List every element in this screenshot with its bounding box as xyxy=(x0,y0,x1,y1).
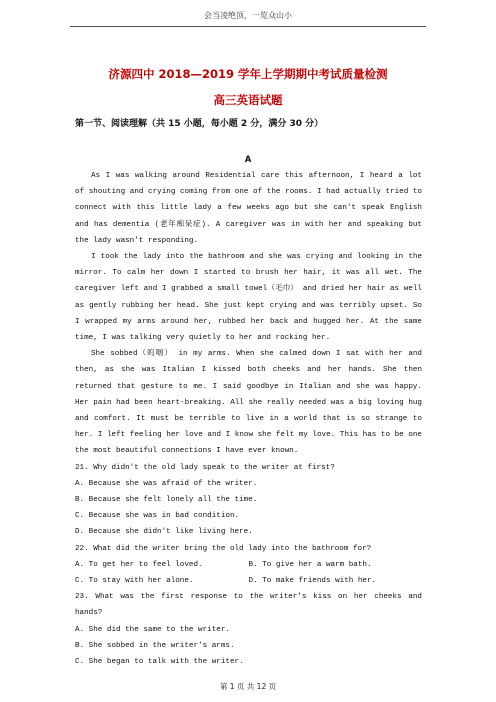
exam-subtitle: 高三英语试题 xyxy=(213,93,283,107)
question-option: D. Because she didn't like living here. xyxy=(75,528,253,537)
option-row xyxy=(75,573,422,589)
option-row xyxy=(75,557,422,573)
question-stem: 23. What was the first response to the writer's kiss on her cheeks and hands? xyxy=(75,593,422,618)
page-footer: 第 1 页 共 12 页 xyxy=(219,682,277,691)
question-option: D. To make friends with her. xyxy=(248,577,377,586)
question-option: C. Because she was in bad condition. xyxy=(75,512,240,521)
paragraph: She sobbed（呜咽） in my arms. When she calmed down I sat with her and then, as she was Italian I kissed both cheeks and her hands. She then returned that gesture to me. I said goodbye in Italian and she was happy. Her pain had been heart-breaking. All she really needed was a big loving hug and comfort. It must be terrible to live in a world that is so strange to her. I left feeling her love and I know she felt my love. This has to be one the most beautiful connections I have ever known. xyxy=(75,350,422,456)
passage-label: A xyxy=(244,155,252,165)
page-header: 会当凌绝顶，一览众山小 xyxy=(70,10,426,27)
question-option: B. To give her a warm bath. xyxy=(248,560,372,569)
paragraph: I took the lady into the bathroom and she was crying and looking in the mirror. To calm her down I started to brush her hair, it was all wet. The caregiver left and I grabbed a small towel（毛巾） and dried her hair as well as gently rubbing her head. She just kept crying and was terribly upset. So I wrapped my arms around her, rubbed her back and hugged her. At the same time, I was talking very quietly to her and rocking her. xyxy=(75,253,422,343)
question-option: B. She sobbed in the writer's arms. xyxy=(75,641,235,650)
section-heading: 第一节、阅读理解（共 15 小题，每小题 2 分，满分 30 分） xyxy=(75,119,324,129)
question-option: A. To get her to feel loved. xyxy=(75,560,203,569)
question-option: C. She began to talk with the writer. xyxy=(75,658,244,667)
exam-title: 济源四中 2018—2019 学年上学期期中考试质量检测 xyxy=(108,67,388,81)
question-option: C. To stay with her alone. xyxy=(75,577,194,586)
paragraph: As I was walking around Residential care this afternoon, I heard a lot of shouting and crying coming from one of the rooms. I had actually tried to connect with this little lady a few weeks ago but she can't speak English and has dementia (老年痴呆症). A caregiver was in with her and speaking but the lady wasn't responding. xyxy=(75,172,422,245)
question-option: A. She did the same to the writer. xyxy=(75,625,230,634)
question-stem: 22. What did the writer bring the old lady into the bathroom for? xyxy=(75,544,372,553)
passage-body xyxy=(75,168,422,670)
question-option: A. Because she was afraid of the writer. xyxy=(75,479,258,488)
question-option: B. Because she felt lonely all the time. xyxy=(75,496,258,505)
question-stem: 21. Why didn't the old lady speak to the writer at first? xyxy=(75,463,335,472)
